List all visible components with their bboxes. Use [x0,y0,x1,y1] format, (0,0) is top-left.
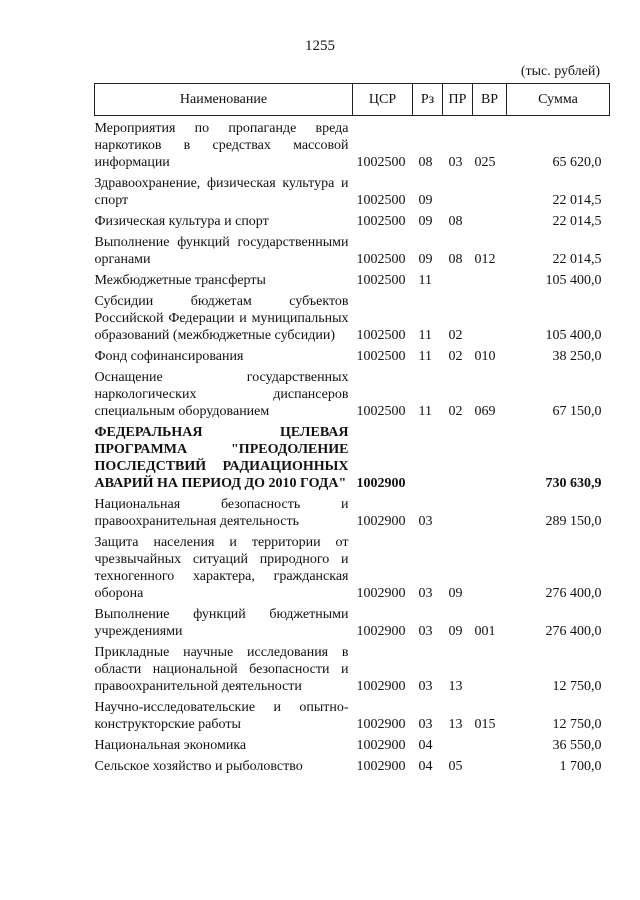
cell-rz: 11 [418,404,432,419]
cell-pr [443,492,473,530]
cell-sum: 105 400,0 [545,273,602,288]
cell-pr: 03 [448,155,463,170]
cell-vr [473,171,507,209]
cell-rz: 08 [418,155,433,170]
cell-csr: 1002500 [356,328,406,343]
cell-vr: 001 [474,624,496,639]
cell-csr: 1002900 [356,717,406,732]
table-row [95,209,610,230]
table-row [95,344,610,365]
cell-vr [473,420,507,492]
table-header [95,84,610,116]
cell-csr: 1002500 [356,214,406,229]
cell-name: Фонд софинансирования [94,349,244,364]
table-row [95,733,610,754]
cell-csr: 1002500 [356,273,406,288]
header-csr: ЦСР [353,84,413,116]
cell-csr: 1002900 [356,514,406,529]
cell-rz [413,420,443,492]
cell-rz: 11 [418,349,432,364]
table-row [95,230,610,268]
cell-vr [473,289,507,344]
cell-pr: 13 [448,717,463,732]
cell-csr: 1002500 [356,252,406,267]
cell-pr: 09 [448,624,463,639]
table-row [95,754,610,775]
cell-pr: 05 [448,759,463,774]
budget-table [94,83,610,775]
cell-csr: 1002500 [356,193,406,208]
cell-vr: 069 [474,404,496,419]
cell-name: Сельское хозяйство и рыболовство [94,759,303,774]
cell-sum: 67 150,0 [552,404,602,419]
cell-name: Межбюджетные трансферты [94,273,266,288]
cell-csr: 1002900 [356,586,406,601]
cell-pr: 13 [448,679,463,694]
cell-rz: 09 [418,193,433,208]
cell-vr [473,530,507,602]
cell-csr: 1002900 [356,759,406,774]
cell-rz: 03 [418,514,433,529]
table-row [95,640,610,695]
cell-vr [473,754,507,775]
cell-name: Здравоохранение, физическая культура и спорт [94,176,349,208]
cell-name: Национальная экономика [94,738,247,753]
cell-rz: 04 [418,759,433,774]
cell-sum: 1 700,0 [559,759,602,774]
cell-pr: 02 [448,349,463,364]
cell-csr: 1002900 [356,624,406,639]
cell-pr [443,420,473,492]
cell-rz: 11 [418,273,432,288]
table-row [95,116,610,172]
cell-name: Защита населения и территории от чрезвычайных ситуаций природного и техногенного характера, гражданская оборона [94,535,349,601]
cell-vr: 015 [474,717,496,732]
cell-vr: 025 [474,155,496,170]
cell-vr [473,492,507,530]
cell-sum: 22 014,5 [552,193,602,208]
cell-sum: 105 400,0 [545,328,602,343]
cell-pr [443,268,473,289]
cell-rz: 09 [418,214,433,229]
table-row [95,602,610,640]
cell-rz: 03 [418,679,433,694]
cell-rz: 09 [418,252,433,267]
cell-pr: 02 [448,404,463,419]
cell-rz: 04 [418,738,433,753]
header-pr: ПР [443,84,473,116]
header-vr: ВР [473,84,507,116]
cell-name: Выполнение функций государственными органами [94,235,349,267]
cell-rz: 03 [418,624,433,639]
cell-sum: 22 014,5 [552,252,602,267]
cell-rz: 11 [418,328,432,343]
cell-name: Национальная безопасность и правоохранительная деятельность [94,497,349,529]
table-row [95,171,610,209]
table-row [95,530,610,602]
header-name: Наименование [95,84,353,116]
cell-sum: 730 630,9 [545,476,602,491]
cell-name: Физическая культура и спорт [94,214,269,229]
cell-name: Мероприятия по пропаганде вреда наркотиков в средствах массовой информации [94,121,349,170]
cell-pr: 09 [448,586,463,601]
cell-sum: 12 750,0 [552,717,602,732]
cell-csr: 1002500 [356,349,406,364]
cell-pr [443,733,473,754]
cell-sum: 36 550,0 [552,738,602,753]
cell-csr: 1002900 [356,738,406,753]
cell-vr [473,733,507,754]
cell-sum: 276 400,0 [545,624,602,639]
cell-name: ФЕДЕРАЛЬНАЯ ЦЕЛЕВАЯ ПРОГРАММА "ПРЕОДОЛЕНИЕ ПОСЛЕДСТВИЙ РАДИАЦИОННЫХ АВАРИЙ НА ПЕРИОД ДО 2010 ГОДА" [94,425,349,491]
cell-vr [473,268,507,289]
cell-csr: 1002900 [356,476,406,491]
cell-vr: 012 [474,252,496,267]
table-body [95,116,610,776]
cell-sum: 276 400,0 [545,586,602,601]
cell-csr: 1002500 [356,155,406,170]
cell-vr [473,209,507,230]
cell-vr [473,640,507,695]
cell-rz: 03 [418,717,433,732]
units-label: (тыс. рублей) [520,64,600,79]
table-row [95,492,610,530]
cell-pr [443,171,473,209]
table-row [95,365,610,420]
cell-sum: 22 014,5 [552,214,602,229]
cell-pr: 02 [448,328,463,343]
cell-rz: 03 [418,586,433,601]
cell-name: Научно-исследовательские и опытно-конструкторские работы [94,700,349,732]
table-row [95,268,610,289]
cell-name: Выполнение функций бюджетными учреждениями [94,607,349,639]
cell-csr: 1002900 [356,679,406,694]
cell-name: Прикладные научные исследования в области национальной безопасности и правоохранительной деятельности [94,645,349,694]
cell-sum: 38 250,0 [552,349,602,364]
cell-vr: 010 [474,349,496,364]
cell-csr: 1002500 [356,404,406,419]
cell-name: Оснащение государственных наркологических диспансеров специальным оборудованием [94,370,349,419]
cell-pr: 08 [448,214,463,229]
cell-pr: 08 [448,252,463,267]
cell-sum: 65 620,0 [552,155,602,170]
header-sum: Сумма [507,84,610,116]
page-number: 1255 [305,38,335,54]
table-row [95,695,610,733]
header-rz: Рз [413,84,443,116]
cell-sum: 289 150,0 [545,514,602,529]
table-row [95,420,610,492]
header-row [95,84,610,116]
cell-sum: 12 750,0 [552,679,602,694]
cell-name: Субсидии бюджетам субъектов Российской Федерации и муниципальных образований (межбюджетные субсидии) [94,294,349,343]
table-row [95,289,610,344]
